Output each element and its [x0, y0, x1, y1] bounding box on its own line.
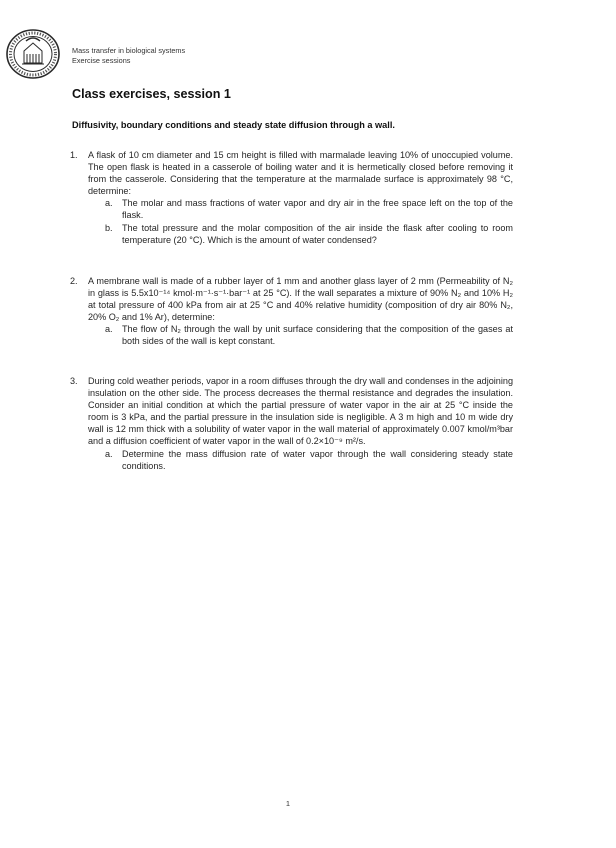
sub-item [105, 222, 513, 246]
sub-item-letter: a. [105, 198, 113, 209]
sub-item [105, 323, 513, 347]
sub-item-text: The total pressure and the molar composition of the air inside the flask after cooling to room temperature (20 °C). Which is the amount of water condensed? [122, 222, 513, 245]
page-number: 1 [285, 799, 291, 808]
exercise-text: A flask of 10 cm diameter and 15 cm height is filled with marmalade leaving 10% of unoccupied volume. The open flask is heated in a casserole of boiling water and it is hermetically closed before removing it from the casserole. Considering that the temperature at the marmalade surface is approximately 98 °C, determine: [88, 150, 513, 197]
exercise-text: During cold weather periods, vapor in a room diffuses through the dry wall and condenses in the adjoining insulation on the other side. The process decreases the thermal resistance and degrades the insulation. Consider an initial condition at which the partial pressure of water vapor in the air at 25 °C inside the room is 3 kPa, and the partial pressure in the insulation side is negligible. A 3 m high and 10 m wide dry wall is 12 mm thick with a solubility of water vapor in the wall material of approximately 0.007 kmol/m³bar and a diffusion coefficient of water vapor in the wall of 0.2×10⁻⁹ m²/s. [88, 376, 513, 447]
topic-heading: Diffusivity, boundary conditions and steady state diffusion through a wall. [72, 120, 395, 130]
exercise-3 [70, 375, 513, 472]
exercise-number: 3. [70, 376, 78, 386]
sub-item-letter: b. [105, 222, 113, 233]
exercise-number: 2. [70, 276, 78, 286]
course-subtitle: Exercise sessions [72, 55, 131, 65]
sub-item [105, 448, 513, 472]
exercise-2 [70, 275, 513, 348]
page-title: Class exercises, session 1 [72, 87, 231, 101]
university-seal-icon [4, 27, 62, 81]
exercise-1 [70, 149, 513, 246]
exercise-text: A membrane wall is made of a rubber layer of 1 mm and another glass layer of 2 mm (Permeability of N₂ in glass is 5.5x10⁻¹⁴ kmol·m⁻¹·s⁻¹·bar⁻¹ at 25 °C). If the wall separates a mixture of 90% N₂ and 10% H₂ at total pressure of 400 kPa from air at 25 °C and 40% relative humidity (composition of dry air 80% N₂, 20% O₂ and 1% Ar), determine: [88, 276, 513, 323]
sub-item-text: Determine the mass diffusion rate of water vapor through the wall considering steady state conditions. [122, 448, 513, 471]
sub-item [105, 197, 513, 221]
course-header [72, 46, 185, 65]
sub-item-letter: a. [105, 324, 113, 335]
sub-item-text: The flow of N₂ through the wall by unit surface considering that the composition of the gases at both sides of the wall is kept constant. [122, 324, 513, 347]
sub-item-text: The molar and mass fractions of water vapor and dry air in the free space left on the top of the flask. [122, 198, 513, 221]
exercise-number: 1. [70, 150, 78, 160]
sub-item-letter: a. [105, 448, 113, 459]
course-name: Mass transfer in biological systems [72, 46, 186, 55]
